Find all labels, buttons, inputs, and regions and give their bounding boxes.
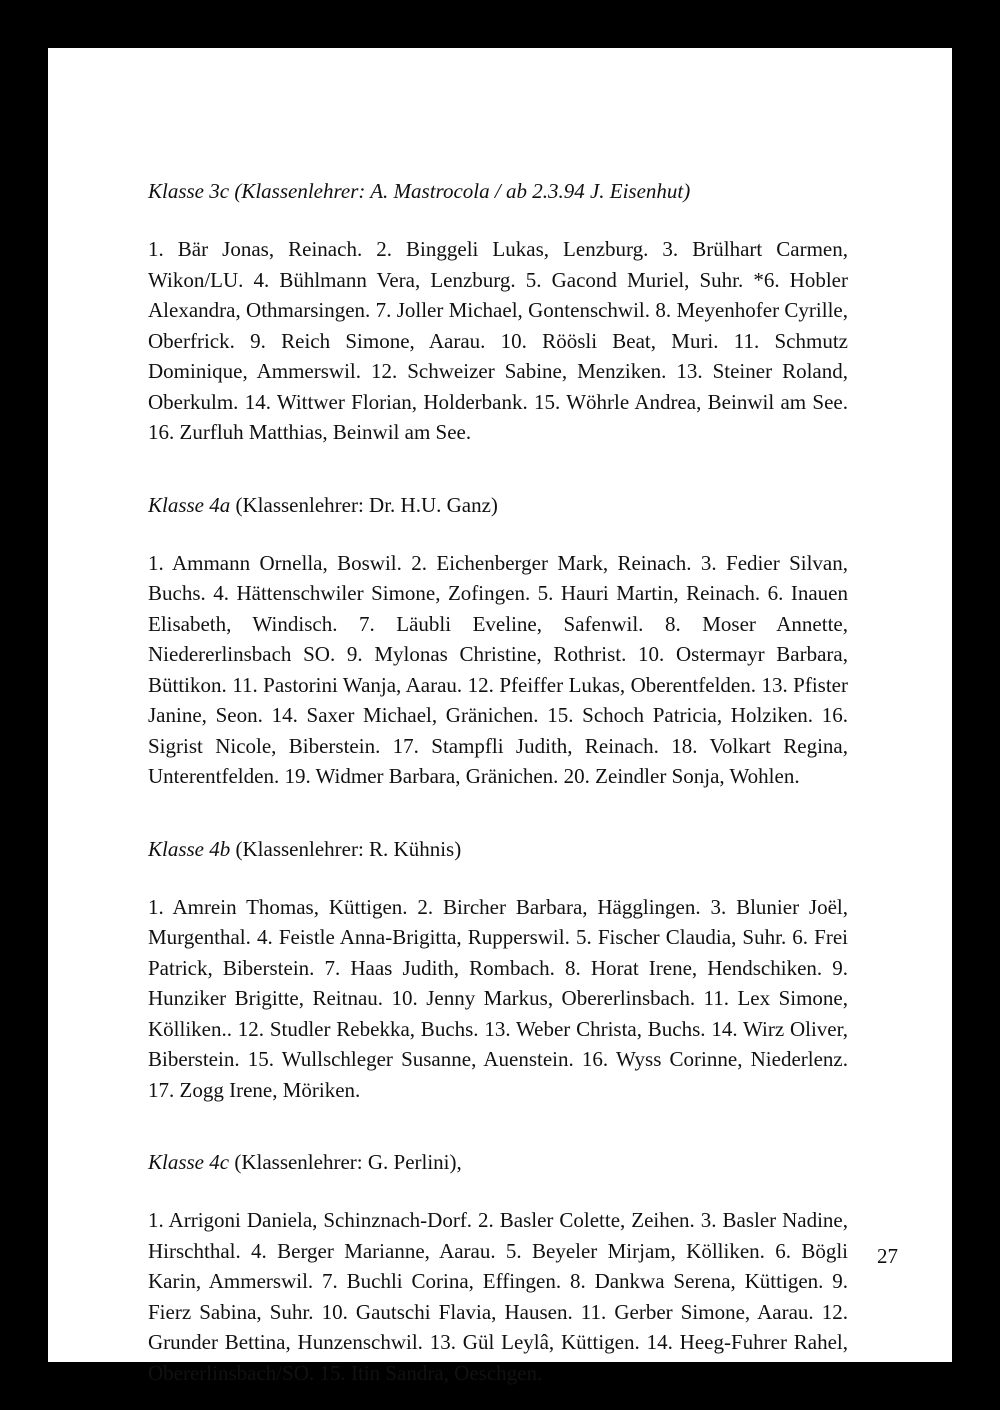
page-content (148, 176, 848, 1388)
heading-rest: (Klassenlehrer: R. Kühnis) (230, 836, 462, 861)
heading-italic: Klasse 3c (Klassenlehrer: A. Mastrocola / ab 2.3.94 J. Eisenhut) (148, 179, 691, 203)
section-heading-4c (148, 1147, 848, 1177)
heading-rest: (Klassenlehrer: G. Perlini), (229, 1150, 462, 1174)
heading-italic: Klasse 4b (148, 836, 231, 861)
page-number: 27 (877, 1244, 898, 1268)
class-list-4c: 1. Arrigoni Daniela, Schinznach-Dorf. 2. Basler Colette, Zeihen. 3. Basler Nadine, Hirschthal. 4. Berger Marianne, Aarau. 5. Beyeler Mirjam, Kölliken. 6. Bögli Karin, Ammerswil. 7. Buchli Corina, Effingen. 8. Dankwa Serena, Küttigen. 9. Fierz Sabina, Suhr. 10. Gautschi Flavia, Hausen. 11. Gerber Simone, Aarau. 12. Grunder Bettina, Hunzenschwil. 13. Gül Leylâ, Küttigen. 14. Heeg-Fuhrer Rahel, Obererlinsbach/SO. 15. Itin Sandra, Oeschgen. (148, 1208, 848, 1385)
document-page (48, 48, 952, 1385)
section-heading-4a (148, 490, 848, 520)
section-heading-4b (148, 834, 848, 864)
heading-rest: (Klassenlehrer: Dr. H.U. Ganz) (230, 492, 498, 517)
heading-italic: Klasse 4a (148, 492, 231, 517)
section-heading-3c (148, 176, 848, 206)
class-list-3c: 1. Bär Jonas, Reinach. 2. Binggeli Lukas, Lenzburg. 3. Brülhart Carmen, Wikon/LU. 4. Bühlmann Vera, Lenzburg. 5. Gacond Muriel, Suhr. *6. Hobler Alexandra, Othmarsingen. 7. Joller Michael, Gontenschwil. 8. Meyenhofer Cyrille, Oberfrick. 9. Reich Simone, Aarau. 10. Röösli Beat, Muri. 11. Schmutz Dominique, Ammerswil. 12. Schweizer Sabine, Menziken. 13. Steiner Roland, Oberkulm. 14. Wittwer Florian, Holderbank. 15. Wöhrle Andrea, Beinwil am See. 16. Zurfluh Matthias, Beinwil am See. (148, 237, 848, 444)
class-list-4a: 1. Ammann Ornella, Boswil. 2. Eichenberger Mark, Reinach. 3. Fedier Silvan, Buchs. 4. Hättenschwiler Simone, Zofingen. 5. Hauri Martin, Reinach. 6. Inauen Elisabeth, Windisch. 7. Läubli Eveline, Safenwil. 8. Moser Annette, Niedererlinsbach SO. 9. Mylonas Christine, Rothrist. 10. Ostermayr Barbara, Büttikon. 11. Pastorini Wanja, Aarau. 12. Pfeiffer Lukas, Oberentfelden. 13. Pfister Janine, Seon. 14. Saxer Michael, Gränichen. 15. Schoch Patricia, Holziken. 16. Sigrist Nicole, Biberstein. 17. Stampfli Judith, Reinach. 18. Volkart Regina, Unterentfelden. 19. Widmer Barbara, Gränichen. 20. Zeindler Sonja, Wohlen. (148, 550, 848, 788)
heading-italic: Klasse 4c (148, 1150, 230, 1174)
class-list-4b: 1. Amrein Thomas, Küttigen. 2. Bircher Barbara, Hägglingen. 3. Blunier Joël, Murgenthal. 4. Feistle Anna-Brigitta, Rupperswil. 5. Fischer Claudia, Suhr. 6. Frei Patrick, Biberstein. 7. Haas Judith, Rombach. 8. Horat Irene, Hendschiken. 9. Hunziker Brigitte, Reitnau. 10. Jenny Markus, Obererlinsbach. 11. Lex Simone, Kölliken.. 12. Studler Rebekka, Buchs. 13. Weber Christa, Buchs. 14. Wirz Oliver, Biberstein. 15. Wullschleger Susanne, Auenstein. 16. Wyss Corinne, Niederlenz. 17. Zogg Irene, Möriken. (148, 894, 848, 1102)
